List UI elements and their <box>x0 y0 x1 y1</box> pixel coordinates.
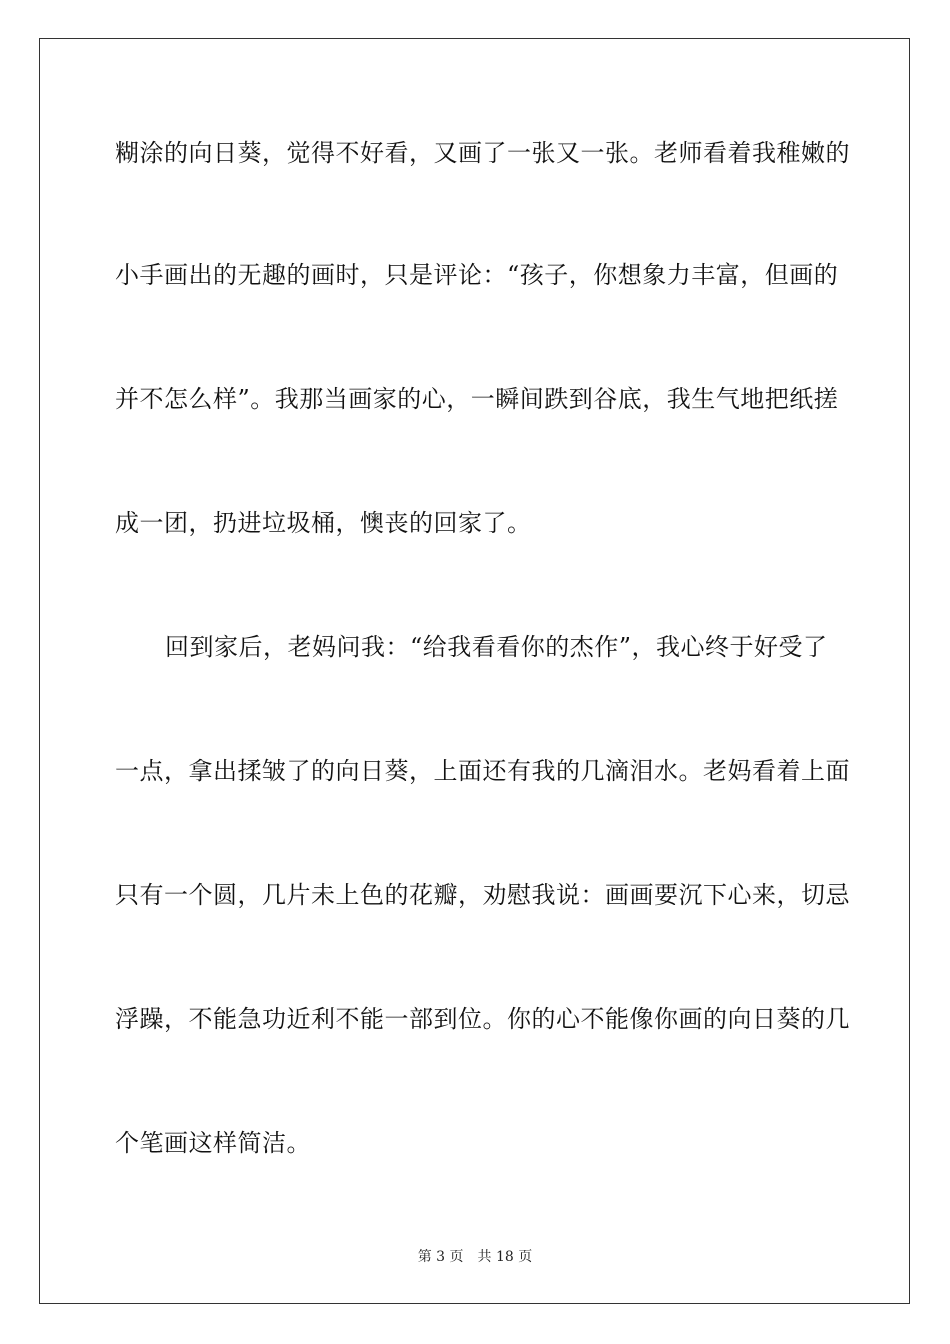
paragraph-2-first-line: 回到家后，老妈问我：“给我看看你的杰作”，我心终于好受了 <box>165 633 828 661</box>
text-line-4: 成一团，扔进垃圾桶，懊丧的回家了。 <box>115 509 532 537</box>
page-footer <box>0 1248 950 1266</box>
text-line-8: 浮躁，不能急功近利不能一部到位。你的心不能像你画的向日葵的几 <box>115 1005 850 1033</box>
text-line-9: 个笔画这样简洁。 <box>115 1129 311 1157</box>
total-pages: 共 18 页 <box>477 1249 533 1265</box>
text-line-6: 一点，拿出揉皱了的向日葵，上面还有我的几滴泪水。老妈看着上面 <box>115 757 850 785</box>
text-line-2: 小手画出的无趣的画时，只是评论：“孩子，你想象力丰富，但画的 <box>115 261 839 289</box>
page-number: 第 3 页 <box>417 1249 464 1265</box>
text-line-1: 糊涂的向日葵，觉得不好看，又画了一张又一张。老师看着我稚嫩的 <box>115 139 850 167</box>
text-line-3: 并不怎么样”。我那当画家的心，一瞬间跌到谷底，我生气地把纸搓 <box>115 385 839 413</box>
text-line-7: 只有一个圆，几片未上色的花瓣，劝慰我说：画画要沉下心来，切忌 <box>115 881 850 909</box>
page-border <box>39 38 910 1304</box>
